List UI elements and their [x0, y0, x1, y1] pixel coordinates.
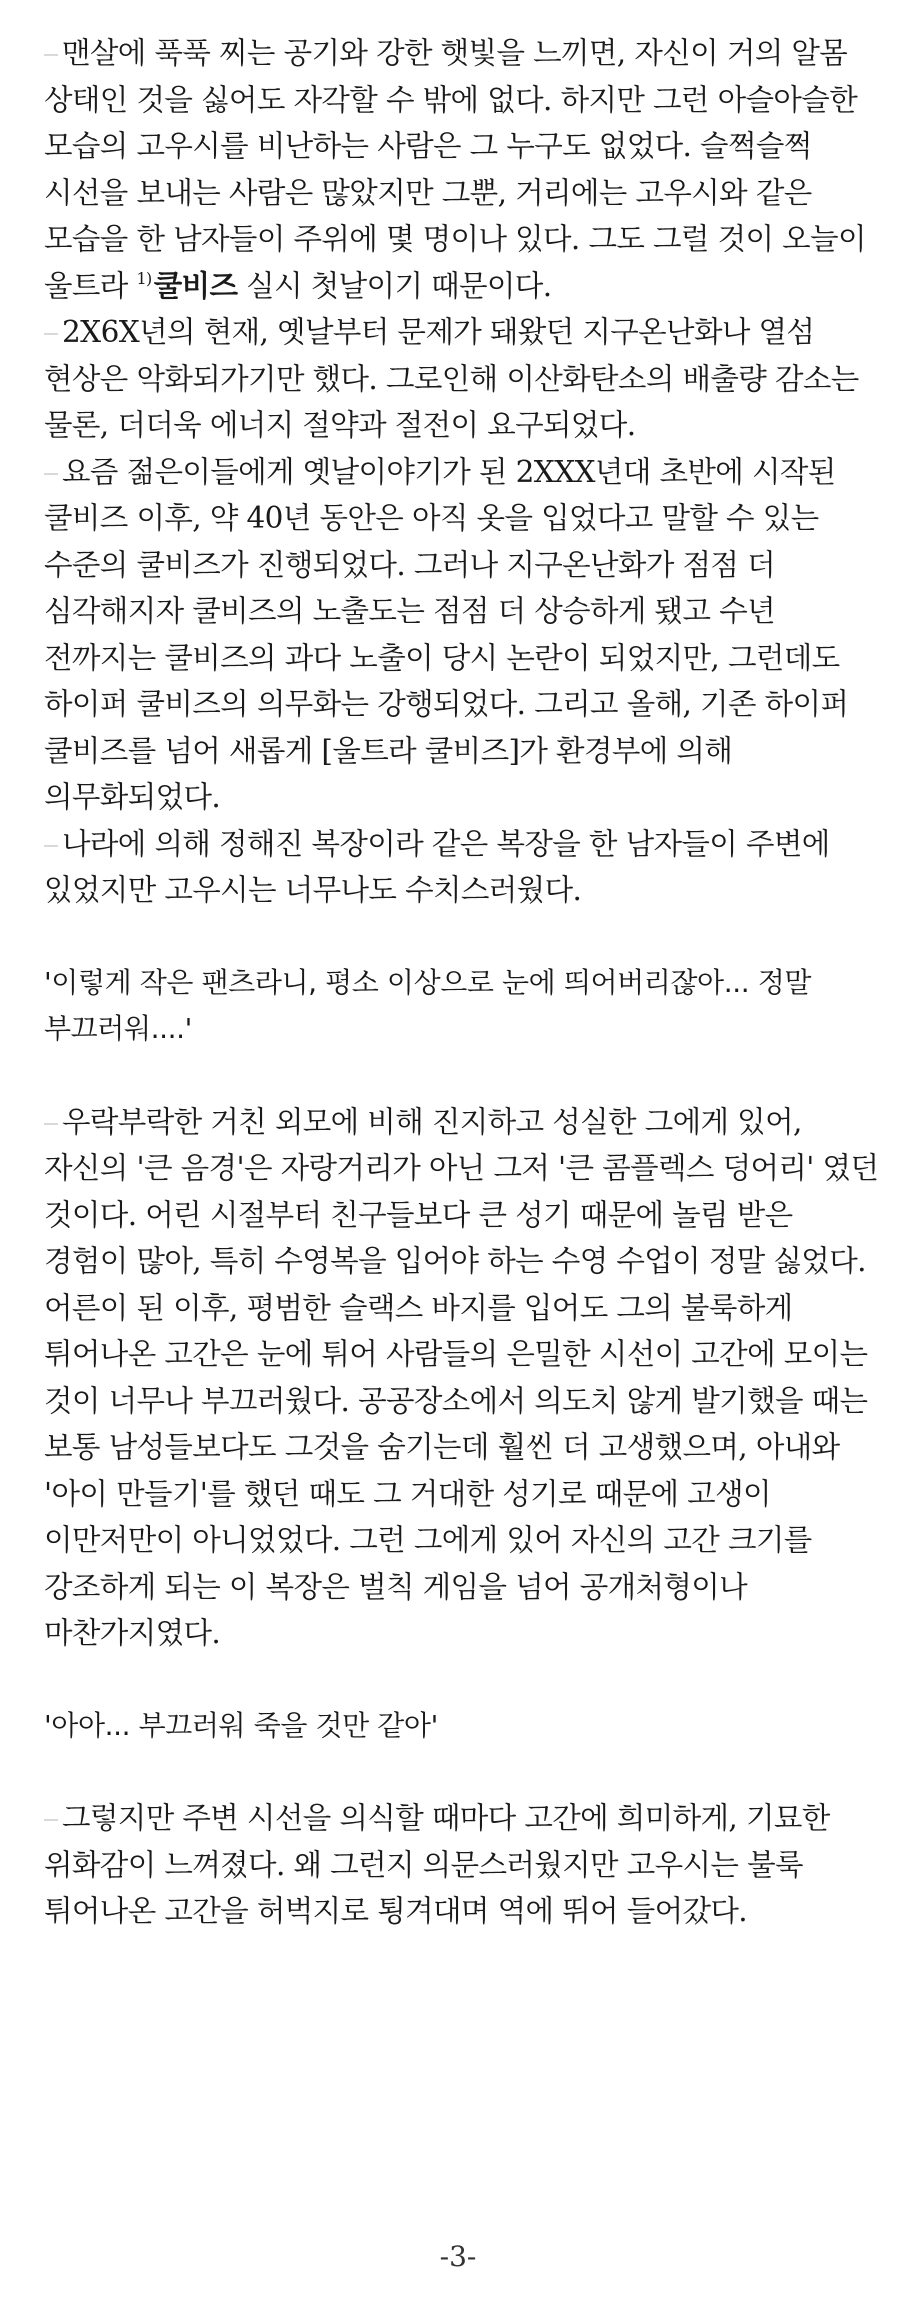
paragraph-1-text: 맨살에 푹푹 찌는 공기와 강한 햇빛을 느끼면, 자신이 거의 알몸 상태인 것을 싫어도 자각할 수 밖에 없다. 하지만 그런 아슬아슬한 모습의 고우시를 비난하는 사람은 그 누구도 없었다. 슬쩍슬쩍 시선을 보내는 사람은 많았지만 그뿐, 거리에는 고우시와 같은 모습을 한 남자들이 주위에 몇 명이나 있다. 그도 그럴 것이 오늘이 울트라 [44, 36, 866, 303]
paragraph-2-text: 2X6X년의 현재, 옛날부터 문제가 돼왔던 지구온난화나 열섬 현상은 악화되가기만 했다. 그로인해 이산화탄소의 배출량 감소는 물론, 더더욱 에너지 절약과 절전이 요구되었다. [44, 315, 859, 442]
paragraph-6-text: 그렇지만 주변 시선을 의식할 때마다 고간에 희미하게, 기묘한 위화감이 느껴졌다. 왜 그런지 의문스러웠지만 고우시는 불룩 튀어나온 고간을 허벅지로 툉겨대며 역에 뛰어 들어갔다. [44, 1801, 830, 1928]
paragraph-3-text: 요즘 젊은이들에게 옛날이야기가 된 2XXX년대 초반에 시작된 쿨비즈 이후, 약 40년 동안은 아직 옷을 입었다고 말할 수 있는 수준의 쿨비즈가 진행되었다. 그러나 지구온난화가 점점 더 심각해지자 쿨비즈의 노출도는 점점 더 상승하게 됐고 수년 전까지는 쿨비즈의 과다 노출이 당시 논란이 되었지만, 그런데도 하이퍼 쿨비즈의 의무화는 강행되었다. 그리고 올해, 기존 하이퍼 쿨비즈를 넘어 새롭게 [울트라 쿨비즈]가 환경부에 의해 의무화되었다. [44, 454, 849, 814]
indent-mark [44, 473, 58, 475]
document-body [44, 30, 884, 1935]
indent-mark [44, 1819, 58, 1821]
speech-line-1: '이렇게 작은 팬츠라니, 평소 이상으로 눈에 띄어버리잖아... 정말 부끄러워....' [44, 965, 812, 1045]
paragraph-3 [44, 449, 884, 821]
indent-mark [44, 845, 58, 847]
paragraph-6 [44, 1795, 884, 1935]
paragraph-5 [44, 1099, 884, 1657]
speech-line-2: '아아... 부끄러워 죽을 것만 같아' [44, 1708, 438, 1742]
indent-mark [44, 333, 58, 335]
blank-line [44, 1053, 884, 1099]
blank-line [44, 1749, 884, 1795]
page-number: -3- [439, 2240, 477, 2273]
indent-mark [44, 54, 58, 56]
paragraph-4-text: 나라에 의해 정해진 복장이라 같은 복장을 한 남자들이 주변에 있었지만 고우시는 너무나도 수치스러웠다. [44, 826, 830, 907]
footnote-term: 쿨비즈 [153, 268, 238, 303]
paragraph-1 [44, 30, 884, 309]
paragraph-2 [44, 309, 884, 449]
indent-mark [44, 1123, 58, 1125]
blank-line [44, 1657, 884, 1703]
footnote-marker: 1) [136, 268, 152, 288]
paragraph-4 [44, 821, 884, 914]
paragraph-5-text: 우락부락한 거친 외모에 비해 진지하고 성실한 그에게 있어, 자신의 '큰 음경'은 자랑거리가 아닌 그저 '큰 콤플렉스 덩어리' 였던 것이다. 어린 시절부터 친구들보다 큰 성기 때문에 놀림 받은 경험이 많아, 특히 수영복을 입어야 하는 수영 수업이 정말 싫었다. 어른이 된 이후, 평범한 슬랙스 바지를 입어도 그의 불룩하게 튀어나온 고간은 눈에 튀어 사람들의 은밀한 시선이 고간에 모이는 것이 너무나 부끄러웠다. 공공장소에서 의도치 않게 발기했을 때는 보통 남성들보다도 그것을 숨기는데 훨씬 더 고생했으며, 아내와 '아이 만들기'를 했던 때도 그 거대한 성기로 때문에 고생이 이만저만이 아니었었다. 그런 그에게 있어 자신의 고간 크기를 강조하게 되는 이 복장은 벌칙 게임을 넘어 공개처형이나 마찬가지였다. [44, 1104, 879, 1650]
paragraph-1-tail: 실시 첫날이기 때문이다. [237, 268, 552, 303]
blank-line [44, 914, 884, 960]
